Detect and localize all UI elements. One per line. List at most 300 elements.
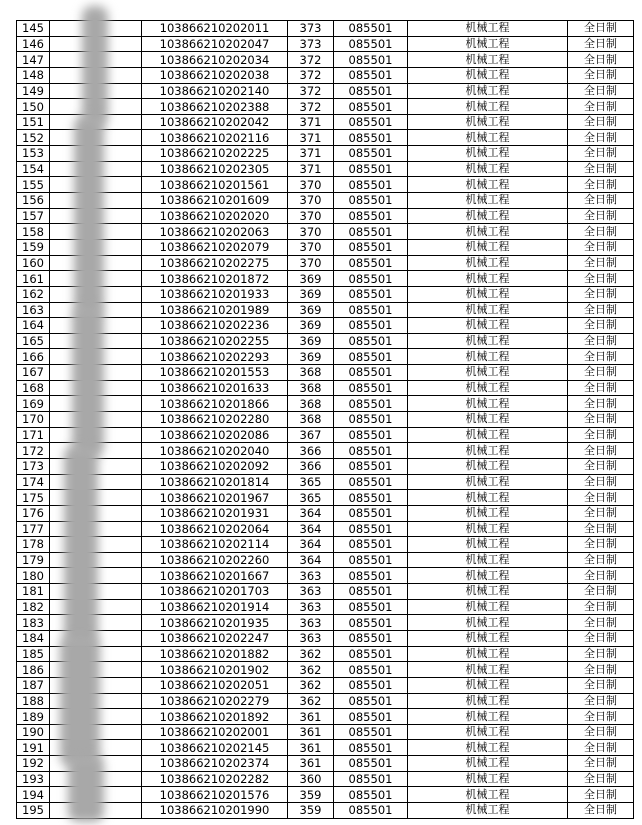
exam-id: 103866210202086 [142,427,288,443]
study-mode: 全日制 [568,365,634,381]
exam-id: 103866210202388 [142,99,288,115]
student-name-redacted [50,709,142,725]
study-mode: 全日制 [568,803,634,819]
exam-id: 103866210201892 [142,709,288,725]
table-row [17,756,634,772]
exam-id: 103866210202247 [142,630,288,646]
student-name-redacted [50,130,142,146]
major-name: 机械工程 [408,724,568,740]
total-score: 368 [288,412,334,428]
major-code: 085501 [334,740,408,756]
row-number: 152 [17,130,50,146]
table-row [17,521,634,537]
row-number: 187 [17,677,50,693]
table-row [17,271,634,287]
table-row [17,709,634,725]
major-code: 085501 [334,302,408,318]
study-mode: 全日制 [568,490,634,506]
total-score: 372 [288,83,334,99]
major-name: 机械工程 [408,427,568,443]
table-row [17,771,634,787]
exam-id: 103866210201561 [142,177,288,193]
total-score: 361 [288,709,334,725]
student-name-redacted [50,521,142,537]
table-row [17,396,634,412]
major-code: 085501 [334,677,408,693]
major-code: 085501 [334,21,408,37]
table-row [17,83,634,99]
exam-id: 103866210201576 [142,787,288,803]
student-name-redacted [50,333,142,349]
total-score: 363 [288,568,334,584]
table-row [17,161,634,177]
major-name: 机械工程 [408,146,568,162]
exam-id: 103866210201814 [142,474,288,490]
table-row [17,130,634,146]
student-name-redacted [50,537,142,553]
table-row [17,646,634,662]
student-name-redacted [50,349,142,365]
row-number: 162 [17,286,50,302]
total-score: 368 [288,396,334,412]
study-mode: 全日制 [568,693,634,709]
total-score: 364 [288,537,334,553]
exam-id: 103866210202001 [142,724,288,740]
table-row [17,36,634,52]
major-code: 085501 [334,349,408,365]
exam-id: 103866210202051 [142,677,288,693]
student-name-redacted [50,552,142,568]
table-row [17,662,634,678]
student-name-redacted [50,584,142,600]
student-name-redacted [50,756,142,772]
student-name-redacted [50,239,142,255]
table-row [17,380,634,396]
major-name: 机械工程 [408,677,568,693]
major-name: 机械工程 [408,787,568,803]
study-mode: 全日制 [568,412,634,428]
exam-id: 103866210202260 [142,552,288,568]
study-mode: 全日制 [568,349,634,365]
total-score: 361 [288,740,334,756]
major-name: 机械工程 [408,584,568,600]
table-row [17,599,634,615]
total-score: 359 [288,803,334,819]
total-score: 369 [288,271,334,287]
row-number: 149 [17,83,50,99]
row-number: 188 [17,693,50,709]
study-mode: 全日制 [568,552,634,568]
study-mode: 全日制 [568,537,634,553]
exam-id: 103866210202092 [142,458,288,474]
total-score: 362 [288,646,334,662]
major-name: 机械工程 [408,255,568,271]
student-name-redacted [50,146,142,162]
student-name-redacted [50,177,142,193]
study-mode: 全日制 [568,224,634,240]
table-row [17,21,634,37]
table-row [17,552,634,568]
total-score: 364 [288,505,334,521]
study-mode: 全日制 [568,333,634,349]
major-code: 085501 [334,662,408,678]
row-number: 158 [17,224,50,240]
study-mode: 全日制 [568,521,634,537]
study-mode: 全日制 [568,677,634,693]
major-name: 机械工程 [408,521,568,537]
table-row [17,427,634,443]
major-name: 机械工程 [408,208,568,224]
study-mode: 全日制 [568,615,634,631]
table-row [17,302,634,318]
student-name-redacted [50,224,142,240]
row-number: 160 [17,255,50,271]
study-mode: 全日制 [568,396,634,412]
major-code: 085501 [334,83,408,99]
exam-id: 103866210202040 [142,443,288,459]
major-name: 机械工程 [408,537,568,553]
major-name: 机械工程 [408,36,568,52]
major-name: 机械工程 [408,193,568,209]
total-score: 371 [288,161,334,177]
major-code: 085501 [334,709,408,725]
row-number: 153 [17,146,50,162]
total-score: 372 [288,52,334,68]
exam-id: 103866210202374 [142,756,288,772]
exam-id: 103866210202293 [142,349,288,365]
major-code: 085501 [334,599,408,615]
table-row [17,490,634,506]
major-code: 085501 [334,803,408,819]
row-number: 156 [17,193,50,209]
exam-id: 103866210202038 [142,67,288,83]
study-mode: 全日制 [568,21,634,37]
major-code: 085501 [334,412,408,428]
study-mode: 全日制 [568,474,634,490]
study-mode: 全日制 [568,380,634,396]
major-name: 机械工程 [408,239,568,255]
student-name-redacted [50,286,142,302]
study-mode: 全日制 [568,255,634,271]
study-mode: 全日制 [568,130,634,146]
row-number: 189 [17,709,50,725]
study-mode: 全日制 [568,99,634,115]
student-name-redacted [50,677,142,693]
student-name-redacted [50,99,142,115]
row-number: 154 [17,161,50,177]
table-row [17,505,634,521]
exam-id: 103866210201935 [142,615,288,631]
total-score: 369 [288,302,334,318]
exam-id: 103866210201902 [142,662,288,678]
major-code: 085501 [334,505,408,521]
major-code: 085501 [334,646,408,662]
row-number: 157 [17,208,50,224]
student-name-redacted [50,803,142,819]
major-name: 机械工程 [408,271,568,287]
total-score: 369 [288,349,334,365]
major-name: 机械工程 [408,662,568,678]
table-row [17,99,634,115]
major-code: 085501 [334,474,408,490]
major-code: 085501 [334,286,408,302]
major-code: 085501 [334,521,408,537]
row-number: 169 [17,396,50,412]
study-mode: 全日制 [568,568,634,584]
student-name-redacted [50,412,142,428]
study-mode: 全日制 [568,83,634,99]
exam-id: 103866210202063 [142,224,288,240]
total-score: 370 [288,255,334,271]
student-name-redacted [50,67,142,83]
exam-id: 103866210202064 [142,521,288,537]
table-row [17,740,634,756]
total-score: 370 [288,177,334,193]
student-name-redacted [50,114,142,130]
table-row [17,52,634,68]
study-mode: 全日制 [568,630,634,646]
student-name-redacted [50,52,142,68]
student-name-redacted [50,271,142,287]
major-code: 085501 [334,568,408,584]
table-row [17,239,634,255]
student-name-redacted [50,474,142,490]
total-score: 371 [288,146,334,162]
major-code: 085501 [334,99,408,115]
exam-id: 103866210202079 [142,239,288,255]
exam-id: 103866210202279 [142,693,288,709]
major-name: 机械工程 [408,52,568,68]
major-name: 机械工程 [408,99,568,115]
major-name: 机械工程 [408,771,568,787]
row-number: 190 [17,724,50,740]
row-number: 166 [17,349,50,365]
major-name: 机械工程 [408,474,568,490]
table-row [17,177,634,193]
total-score: 367 [288,427,334,443]
admission-table [16,20,634,819]
study-mode: 全日制 [568,193,634,209]
table-row [17,615,634,631]
major-name: 机械工程 [408,67,568,83]
student-name-redacted [50,302,142,318]
major-code: 085501 [334,537,408,553]
row-number: 172 [17,443,50,459]
study-mode: 全日制 [568,36,634,52]
major-code: 085501 [334,36,408,52]
major-name: 机械工程 [408,396,568,412]
major-name: 机械工程 [408,756,568,772]
major-name: 机械工程 [408,130,568,146]
table-row [17,787,634,803]
exam-id: 103866210202282 [142,771,288,787]
total-score: 362 [288,693,334,709]
study-mode: 全日制 [568,161,634,177]
total-score: 372 [288,99,334,115]
total-score: 373 [288,21,334,37]
study-mode: 全日制 [568,239,634,255]
row-number: 161 [17,271,50,287]
table-row [17,443,634,459]
row-number: 180 [17,568,50,584]
exam-id: 103866210201703 [142,584,288,600]
major-name: 机械工程 [408,490,568,506]
study-mode: 全日制 [568,443,634,459]
major-code: 085501 [334,193,408,209]
major-code: 085501 [334,396,408,412]
major-code: 085501 [334,552,408,568]
row-number: 146 [17,36,50,52]
table-row [17,693,634,709]
major-code: 085501 [334,52,408,68]
row-number: 185 [17,646,50,662]
exam-id: 103866210202255 [142,333,288,349]
exam-id: 103866210202305 [142,161,288,177]
table-row [17,803,634,819]
major-code: 085501 [334,756,408,772]
row-number: 165 [17,333,50,349]
study-mode: 全日制 [568,771,634,787]
total-score: 362 [288,677,334,693]
exam-id: 103866210202042 [142,114,288,130]
major-name: 机械工程 [408,318,568,334]
major-code: 085501 [334,333,408,349]
major-name: 机械工程 [408,177,568,193]
total-score: 363 [288,630,334,646]
exam-id: 103866210201933 [142,286,288,302]
study-mode: 全日制 [568,662,634,678]
row-number: 163 [17,302,50,318]
student-name-redacted [50,365,142,381]
major-code: 085501 [334,787,408,803]
total-score: 371 [288,130,334,146]
study-mode: 全日制 [568,67,634,83]
total-score: 361 [288,724,334,740]
major-code: 085501 [334,161,408,177]
major-code: 085501 [334,584,408,600]
student-name-redacted [50,693,142,709]
major-name: 机械工程 [408,458,568,474]
major-name: 机械工程 [408,333,568,349]
row-number: 191 [17,740,50,756]
student-name-redacted [50,505,142,521]
table-body [17,21,634,819]
row-number: 182 [17,599,50,615]
row-number: 151 [17,114,50,130]
major-name: 机械工程 [408,630,568,646]
row-number: 148 [17,67,50,83]
study-mode: 全日制 [568,177,634,193]
student-name-redacted [50,646,142,662]
exam-id: 103866210202275 [142,255,288,271]
total-score: 370 [288,208,334,224]
major-name: 机械工程 [408,615,568,631]
study-mode: 全日制 [568,427,634,443]
total-score: 368 [288,365,334,381]
row-number: 179 [17,552,50,568]
major-name: 机械工程 [408,83,568,99]
exam-id: 103866210201553 [142,365,288,381]
table-row [17,146,634,162]
student-name-redacted [50,380,142,396]
row-number: 193 [17,771,50,787]
major-name: 机械工程 [408,161,568,177]
total-score: 370 [288,239,334,255]
major-code: 085501 [334,67,408,83]
table-row [17,537,634,553]
table-row [17,255,634,271]
total-score: 369 [288,286,334,302]
student-name-redacted [50,318,142,334]
total-score: 364 [288,521,334,537]
student-name-redacted [50,599,142,615]
major-code: 085501 [334,615,408,631]
row-number: 171 [17,427,50,443]
major-name: 机械工程 [408,114,568,130]
study-mode: 全日制 [568,146,634,162]
row-number: 168 [17,380,50,396]
total-score: 369 [288,333,334,349]
major-name: 机械工程 [408,568,568,584]
student-name-redacted [50,83,142,99]
major-name: 机械工程 [408,349,568,365]
table-row [17,193,634,209]
major-code: 085501 [334,271,408,287]
student-name-redacted [50,630,142,646]
student-name-redacted [50,787,142,803]
row-number: 174 [17,474,50,490]
student-name-redacted [50,36,142,52]
study-mode: 全日制 [568,458,634,474]
row-number: 186 [17,662,50,678]
major-code: 085501 [334,458,408,474]
study-mode: 全日制 [568,724,634,740]
major-code: 085501 [334,239,408,255]
exam-id: 103866210202047 [142,36,288,52]
exam-id: 103866210201633 [142,380,288,396]
study-mode: 全日制 [568,302,634,318]
student-name-redacted [50,490,142,506]
table-row [17,333,634,349]
exam-id: 103866210202020 [142,208,288,224]
major-code: 085501 [334,208,408,224]
study-mode: 全日制 [568,756,634,772]
exam-id: 103866210201882 [142,646,288,662]
table-row [17,677,634,693]
table-row [17,568,634,584]
total-score: 372 [288,67,334,83]
exam-id: 103866210201872 [142,271,288,287]
study-mode: 全日制 [568,286,634,302]
row-number: 184 [17,630,50,646]
major-name: 机械工程 [408,803,568,819]
row-number: 147 [17,52,50,68]
major-name: 机械工程 [408,224,568,240]
table-row [17,724,634,740]
major-code: 085501 [334,318,408,334]
study-mode: 全日制 [568,584,634,600]
table-row [17,286,634,302]
exam-id: 103866210202280 [142,412,288,428]
student-name-redacted [50,161,142,177]
student-name-redacted [50,724,142,740]
exam-id: 103866210202114 [142,537,288,553]
total-score: 363 [288,615,334,631]
major-name: 机械工程 [408,412,568,428]
exam-id: 103866210202145 [142,740,288,756]
total-score: 371 [288,114,334,130]
exam-id: 103866210202034 [142,52,288,68]
